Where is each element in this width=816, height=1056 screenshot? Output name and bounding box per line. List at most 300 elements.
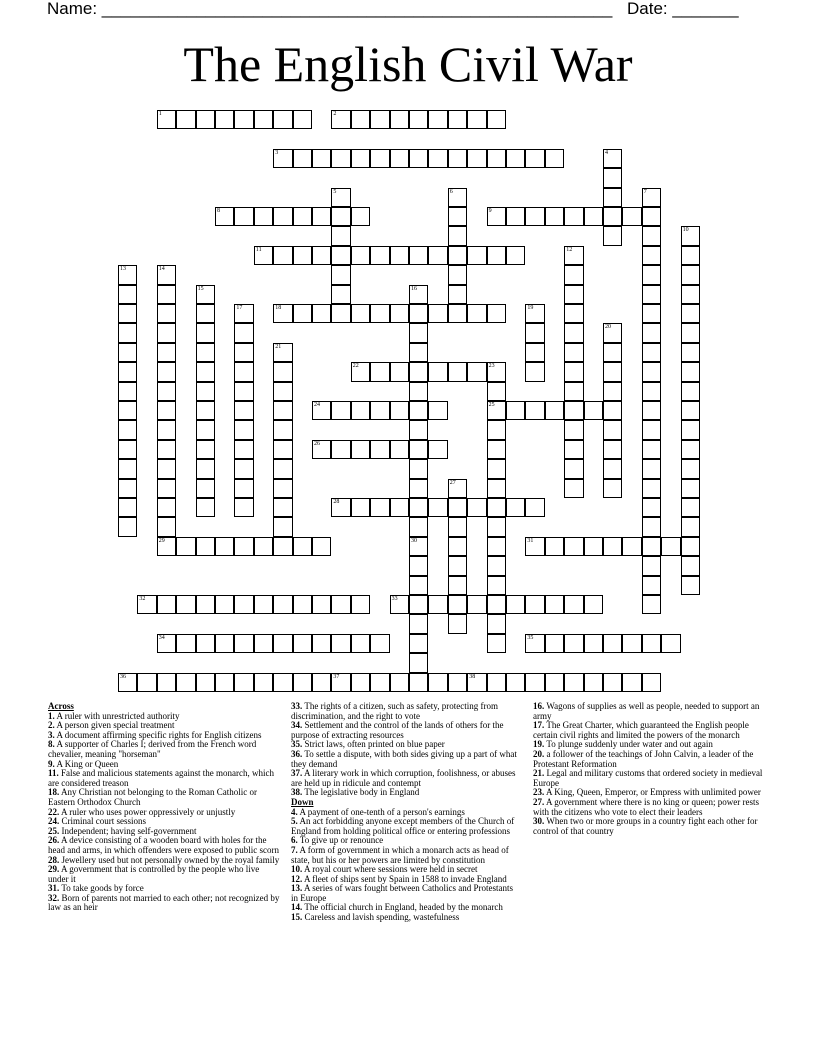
grid-cell[interactable] <box>681 440 700 459</box>
grid-cell[interactable] <box>370 149 389 168</box>
grid-cell[interactable] <box>487 595 506 614</box>
grid-cell[interactable] <box>409 556 428 575</box>
grid-cell[interactable] <box>584 401 603 420</box>
grid-cell[interactable] <box>118 420 137 439</box>
grid-cell[interactable] <box>196 634 215 653</box>
grid-cell[interactable] <box>525 362 544 381</box>
grid-cell[interactable] <box>157 265 176 284</box>
grid-cell[interactable] <box>390 110 409 129</box>
grid-cell[interactable] <box>603 537 622 556</box>
grid-cell[interactable] <box>409 149 428 168</box>
grid-cell[interactable] <box>157 343 176 362</box>
grid-cell[interactable] <box>234 420 253 439</box>
grid-cell[interactable] <box>603 382 622 401</box>
grid-cell[interactable] <box>370 110 389 129</box>
grid-cell[interactable] <box>234 537 253 556</box>
grid-cell[interactable] <box>215 207 234 226</box>
grid-cell[interactable] <box>390 595 409 614</box>
grid-cell[interactable] <box>545 673 564 692</box>
grid-cell[interactable] <box>351 498 370 517</box>
grid-cell[interactable] <box>118 498 137 517</box>
grid-cell[interactable] <box>390 149 409 168</box>
grid-cell[interactable] <box>584 537 603 556</box>
grid-cell[interactable] <box>196 537 215 556</box>
grid-cell[interactable] <box>273 420 292 439</box>
grid-cell[interactable] <box>370 401 389 420</box>
grid-cell[interactable] <box>293 673 312 692</box>
grid-cell[interactable] <box>525 634 544 653</box>
grid-cell[interactable] <box>564 304 583 323</box>
grid-cell[interactable] <box>642 537 661 556</box>
grid-cell[interactable] <box>196 498 215 517</box>
grid-cell[interactable] <box>234 323 253 342</box>
grid-cell[interactable] <box>234 343 253 362</box>
grid-cell[interactable] <box>564 595 583 614</box>
grid-cell[interactable] <box>390 362 409 381</box>
grid-cell[interactable] <box>603 168 622 187</box>
grid-cell[interactable] <box>467 110 486 129</box>
grid-cell[interactable] <box>157 420 176 439</box>
grid-cell[interactable] <box>603 479 622 498</box>
grid-cell[interactable] <box>196 343 215 362</box>
grid-cell[interactable] <box>157 285 176 304</box>
grid-cell[interactable] <box>409 323 428 342</box>
grid-cell[interactable] <box>312 246 331 265</box>
grid-cell[interactable] <box>487 634 506 653</box>
grid-cell[interactable] <box>487 246 506 265</box>
grid-cell[interactable] <box>487 207 506 226</box>
grid-cell[interactable] <box>254 537 273 556</box>
grid-cell[interactable] <box>254 246 273 265</box>
grid-cell[interactable] <box>273 517 292 536</box>
grid-cell[interactable] <box>642 188 661 207</box>
grid-cell[interactable] <box>351 110 370 129</box>
grid-cell[interactable] <box>137 595 156 614</box>
grid-cell[interactable] <box>118 440 137 459</box>
grid-cell[interactable] <box>584 595 603 614</box>
grid-cell[interactable] <box>370 304 389 323</box>
grid-cell[interactable] <box>467 246 486 265</box>
grid-cell[interactable] <box>196 459 215 478</box>
grid-cell[interactable] <box>487 576 506 595</box>
grid-cell[interactable] <box>118 304 137 323</box>
grid-cell[interactable] <box>428 149 447 168</box>
grid-cell[interactable] <box>196 382 215 401</box>
grid-cell[interactable] <box>118 673 137 692</box>
grid-cell[interactable] <box>525 673 544 692</box>
grid-cell[interactable] <box>428 498 447 517</box>
grid-cell[interactable] <box>525 207 544 226</box>
grid-cell[interactable] <box>467 498 486 517</box>
grid-cell[interactable] <box>448 576 467 595</box>
grid-cell[interactable] <box>681 382 700 401</box>
grid-cell[interactable] <box>506 149 525 168</box>
grid-cell[interactable] <box>564 673 583 692</box>
grid-cell[interactable] <box>370 362 389 381</box>
grid-cell[interactable] <box>428 595 447 614</box>
grid-cell[interactable] <box>351 207 370 226</box>
grid-cell[interactable] <box>390 498 409 517</box>
grid-cell[interactable] <box>428 673 447 692</box>
grid-cell[interactable] <box>118 362 137 381</box>
grid-cell[interactable] <box>487 537 506 556</box>
grid-cell[interactable] <box>642 634 661 653</box>
grid-cell[interactable] <box>428 110 447 129</box>
grid-cell[interactable] <box>642 226 661 245</box>
grid-cell[interactable] <box>331 498 350 517</box>
grid-cell[interactable] <box>293 595 312 614</box>
grid-cell[interactable] <box>584 673 603 692</box>
grid-cell[interactable] <box>157 440 176 459</box>
grid-cell[interactable] <box>176 673 195 692</box>
grid-cell[interactable] <box>312 537 331 556</box>
grid-cell[interactable] <box>331 207 350 226</box>
grid-cell[interactable] <box>448 479 467 498</box>
grid-cell[interactable] <box>487 614 506 633</box>
grid-cell[interactable] <box>448 362 467 381</box>
grid-cell[interactable] <box>351 673 370 692</box>
grid-cell[interactable] <box>234 304 253 323</box>
grid-cell[interactable] <box>312 440 331 459</box>
grid-cell[interactable] <box>331 634 350 653</box>
grid-cell[interactable] <box>448 188 467 207</box>
grid-cell[interactable] <box>409 246 428 265</box>
grid-cell[interactable] <box>661 537 680 556</box>
grid-cell[interactable] <box>487 498 506 517</box>
grid-cell[interactable] <box>331 149 350 168</box>
grid-cell[interactable] <box>525 401 544 420</box>
grid-cell[interactable] <box>370 246 389 265</box>
grid-cell[interactable] <box>622 207 641 226</box>
grid-cell[interactable] <box>157 595 176 614</box>
grid-cell[interactable] <box>642 440 661 459</box>
grid-cell[interactable] <box>390 304 409 323</box>
grid-cell[interactable] <box>176 110 195 129</box>
grid-cell[interactable] <box>370 440 389 459</box>
grid-cell[interactable] <box>273 401 292 420</box>
grid-cell[interactable] <box>622 537 641 556</box>
grid-cell[interactable] <box>157 517 176 536</box>
grid-cell[interactable] <box>273 595 292 614</box>
grid-cell[interactable] <box>642 401 661 420</box>
grid-cell[interactable] <box>293 149 312 168</box>
grid-cell[interactable] <box>273 382 292 401</box>
grid-cell[interactable] <box>487 401 506 420</box>
grid-cell[interactable] <box>312 207 331 226</box>
grid-cell[interactable] <box>681 304 700 323</box>
grid-cell[interactable] <box>137 673 156 692</box>
grid-cell[interactable] <box>312 595 331 614</box>
grid-cell[interactable] <box>176 634 195 653</box>
grid-cell[interactable] <box>642 576 661 595</box>
grid-cell[interactable] <box>157 459 176 478</box>
grid-cell[interactable] <box>448 614 467 633</box>
grid-cell[interactable] <box>331 401 350 420</box>
grid-cell[interactable] <box>487 110 506 129</box>
grid-cell[interactable] <box>603 401 622 420</box>
grid-cell[interactable] <box>661 634 680 653</box>
grid-cell[interactable] <box>525 498 544 517</box>
grid-cell[interactable] <box>467 149 486 168</box>
grid-cell[interactable] <box>448 304 467 323</box>
grid-cell[interactable] <box>409 343 428 362</box>
grid-cell[interactable] <box>603 207 622 226</box>
grid-cell[interactable] <box>681 246 700 265</box>
grid-cell[interactable] <box>487 420 506 439</box>
grid-cell[interactable] <box>157 537 176 556</box>
grid-cell[interactable] <box>196 673 215 692</box>
grid-cell[interactable] <box>118 401 137 420</box>
grid-cell[interactable] <box>196 420 215 439</box>
grid-cell[interactable] <box>273 304 292 323</box>
grid-cell[interactable] <box>331 265 350 284</box>
grid-cell[interactable] <box>273 479 292 498</box>
grid-cell[interactable] <box>603 440 622 459</box>
grid-cell[interactable] <box>642 517 661 536</box>
grid-cell[interactable] <box>409 614 428 633</box>
grid-cell[interactable] <box>409 595 428 614</box>
grid-cell[interactable] <box>176 537 195 556</box>
grid-cell[interactable] <box>370 634 389 653</box>
grid-cell[interactable] <box>273 537 292 556</box>
grid-cell[interactable] <box>273 459 292 478</box>
grid-cell[interactable] <box>642 362 661 381</box>
grid-cell[interactable] <box>409 653 428 672</box>
grid-cell[interactable] <box>293 537 312 556</box>
grid-cell[interactable] <box>176 595 195 614</box>
grid-cell[interactable] <box>312 673 331 692</box>
grid-cell[interactable] <box>506 673 525 692</box>
grid-cell[interactable] <box>681 323 700 342</box>
grid-cell[interactable] <box>448 498 467 517</box>
grid-cell[interactable] <box>254 595 273 614</box>
grid-cell[interactable] <box>234 634 253 653</box>
grid-cell[interactable] <box>157 304 176 323</box>
grid-cell[interactable] <box>273 343 292 362</box>
grid-cell[interactable] <box>642 479 661 498</box>
grid-cell[interactable] <box>215 595 234 614</box>
grid-cell[interactable] <box>428 246 447 265</box>
grid-cell[interactable] <box>681 401 700 420</box>
grid-cell[interactable] <box>409 401 428 420</box>
grid-cell[interactable] <box>584 207 603 226</box>
grid-cell[interactable] <box>157 479 176 498</box>
grid-cell[interactable] <box>506 401 525 420</box>
grid-cell[interactable] <box>273 634 292 653</box>
grid-cell[interactable] <box>273 440 292 459</box>
grid-cell[interactable] <box>409 440 428 459</box>
grid-cell[interactable] <box>118 382 137 401</box>
grid-cell[interactable] <box>273 246 292 265</box>
grid-cell[interactable] <box>196 285 215 304</box>
grid-cell[interactable] <box>428 304 447 323</box>
grid-cell[interactable] <box>293 304 312 323</box>
grid-cell[interactable] <box>293 246 312 265</box>
grid-cell[interactable] <box>467 595 486 614</box>
grid-cell[interactable] <box>157 634 176 653</box>
grid-cell[interactable] <box>157 498 176 517</box>
grid-cell[interactable] <box>118 343 137 362</box>
grid-cell[interactable] <box>525 323 544 342</box>
grid-cell[interactable] <box>448 556 467 575</box>
grid-cell[interactable] <box>448 517 467 536</box>
grid-cell[interactable] <box>525 149 544 168</box>
grid-cell[interactable] <box>603 459 622 478</box>
grid-cell[interactable] <box>681 343 700 362</box>
grid-cell[interactable] <box>390 401 409 420</box>
grid-cell[interactable] <box>681 556 700 575</box>
grid-cell[interactable] <box>545 595 564 614</box>
grid-cell[interactable] <box>118 517 137 536</box>
grid-cell[interactable] <box>603 634 622 653</box>
grid-cell[interactable] <box>545 634 564 653</box>
grid-cell[interactable] <box>564 420 583 439</box>
grid-cell[interactable] <box>234 595 253 614</box>
grid-cell[interactable] <box>506 498 525 517</box>
grid-cell[interactable] <box>681 459 700 478</box>
grid-cell[interactable] <box>351 304 370 323</box>
grid-cell[interactable] <box>118 285 137 304</box>
grid-cell[interactable] <box>293 207 312 226</box>
grid-cell[interactable] <box>196 479 215 498</box>
grid-cell[interactable] <box>681 265 700 284</box>
grid-cell[interactable] <box>642 207 661 226</box>
grid-cell[interactable] <box>448 595 467 614</box>
grid-cell[interactable] <box>603 673 622 692</box>
grid-cell[interactable] <box>234 401 253 420</box>
grid-cell[interactable] <box>564 207 583 226</box>
grid-cell[interactable] <box>234 498 253 517</box>
grid-cell[interactable] <box>273 362 292 381</box>
grid-cell[interactable] <box>196 401 215 420</box>
grid-cell[interactable] <box>467 673 486 692</box>
grid-cell[interactable] <box>351 149 370 168</box>
grid-cell[interactable] <box>273 498 292 517</box>
grid-cell[interactable] <box>312 304 331 323</box>
grid-cell[interactable] <box>525 343 544 362</box>
grid-cell[interactable] <box>642 265 661 284</box>
grid-cell[interactable] <box>273 149 292 168</box>
grid-cell[interactable] <box>234 673 253 692</box>
grid-cell[interactable] <box>409 673 428 692</box>
grid-cell[interactable] <box>564 246 583 265</box>
grid-cell[interactable] <box>642 459 661 478</box>
grid-cell[interactable] <box>196 304 215 323</box>
grid-cell[interactable] <box>409 576 428 595</box>
grid-cell[interactable] <box>681 362 700 381</box>
grid-cell[interactable] <box>487 362 506 381</box>
grid-cell[interactable] <box>215 634 234 653</box>
grid-cell[interactable] <box>545 537 564 556</box>
grid-cell[interactable] <box>584 634 603 653</box>
grid-cell[interactable] <box>273 673 292 692</box>
grid-cell[interactable] <box>681 479 700 498</box>
grid-cell[interactable] <box>331 188 350 207</box>
grid-cell[interactable] <box>331 304 350 323</box>
grid-cell[interactable] <box>196 362 215 381</box>
grid-cell[interactable] <box>487 304 506 323</box>
grid-cell[interactable] <box>545 149 564 168</box>
grid-cell[interactable] <box>118 459 137 478</box>
grid-cell[interactable] <box>545 207 564 226</box>
grid-cell[interactable] <box>448 110 467 129</box>
grid-cell[interactable] <box>603 323 622 342</box>
grid-cell[interactable] <box>370 673 389 692</box>
grid-cell[interactable] <box>622 634 641 653</box>
grid-cell[interactable] <box>428 440 447 459</box>
grid-cell[interactable] <box>293 634 312 653</box>
grid-cell[interactable] <box>331 226 350 245</box>
grid-cell[interactable] <box>351 595 370 614</box>
grid-cell[interactable] <box>681 517 700 536</box>
grid-cell[interactable] <box>118 265 137 284</box>
grid-cell[interactable] <box>448 149 467 168</box>
grid-cell[interactable] <box>409 479 428 498</box>
grid-cell[interactable] <box>428 362 447 381</box>
grid-cell[interactable] <box>564 479 583 498</box>
grid-cell[interactable] <box>448 673 467 692</box>
grid-cell[interactable] <box>234 382 253 401</box>
grid-cell[interactable] <box>564 459 583 478</box>
grid-cell[interactable] <box>487 440 506 459</box>
grid-cell[interactable] <box>642 304 661 323</box>
grid-cell[interactable] <box>603 420 622 439</box>
grid-cell[interactable] <box>409 634 428 653</box>
grid-cell[interactable] <box>390 246 409 265</box>
grid-cell[interactable] <box>351 401 370 420</box>
grid-cell[interactable] <box>409 537 428 556</box>
grid-cell[interactable] <box>545 401 564 420</box>
grid-cell[interactable] <box>215 673 234 692</box>
grid-cell[interactable] <box>351 440 370 459</box>
grid-cell[interactable] <box>157 110 176 129</box>
grid-cell[interactable] <box>564 343 583 362</box>
grid-cell[interactable] <box>234 459 253 478</box>
grid-cell[interactable] <box>196 595 215 614</box>
grid-cell[interactable] <box>234 207 253 226</box>
grid-cell[interactable] <box>448 265 467 284</box>
grid-cell[interactable] <box>603 343 622 362</box>
grid-cell[interactable] <box>448 207 467 226</box>
grid-cell[interactable] <box>409 285 428 304</box>
grid-cell[interactable] <box>351 246 370 265</box>
grid-cell[interactable] <box>428 401 447 420</box>
grid-cell[interactable] <box>157 362 176 381</box>
grid-cell[interactable] <box>564 634 583 653</box>
grid-cell[interactable] <box>234 110 253 129</box>
grid-cell[interactable] <box>681 498 700 517</box>
grid-cell[interactable] <box>487 673 506 692</box>
grid-cell[interactable] <box>603 226 622 245</box>
grid-cell[interactable] <box>642 246 661 265</box>
grid-cell[interactable] <box>312 401 331 420</box>
grid-cell[interactable] <box>603 362 622 381</box>
grid-cell[interactable] <box>681 226 700 245</box>
grid-cell[interactable] <box>487 149 506 168</box>
grid-cell[interactable] <box>409 420 428 439</box>
grid-cell[interactable] <box>642 382 661 401</box>
grid-cell[interactable] <box>448 537 467 556</box>
grid-cell[interactable] <box>564 401 583 420</box>
grid-cell[interactable] <box>118 323 137 342</box>
grid-cell[interactable] <box>642 285 661 304</box>
grid-cell[interactable] <box>564 537 583 556</box>
grid-cell[interactable] <box>409 110 428 129</box>
grid-cell[interactable] <box>409 498 428 517</box>
grid-cell[interactable] <box>564 323 583 342</box>
grid-cell[interactable] <box>331 595 350 614</box>
grid-cell[interactable] <box>273 110 292 129</box>
